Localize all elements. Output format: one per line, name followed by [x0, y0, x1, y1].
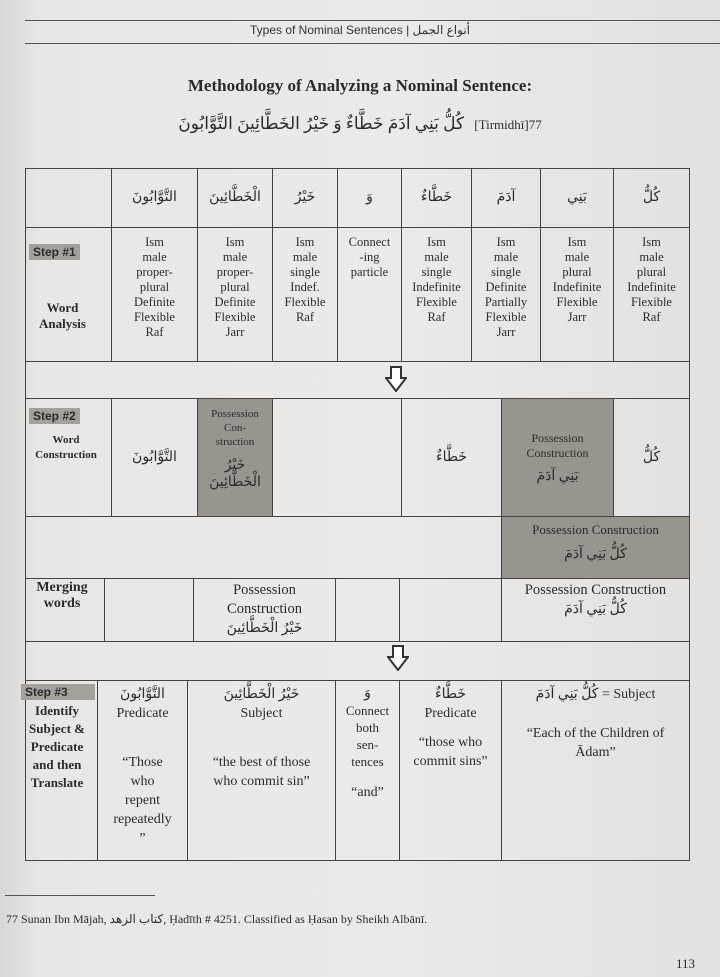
step2-possession-2-arabic: بَنِي آدَمَ: [536, 469, 579, 484]
step3-cell-3: [399, 680, 502, 861]
hadith-line: [0, 114, 720, 134]
step3-cell-1-role: Subject: [240, 706, 283, 721]
running-header: Types of Nominal Sentences | أنواع الجمل: [249, 23, 470, 37]
step3-cell-4-translation: “Each of the Children of Ādam”: [526, 726, 665, 760]
arrow-row-1: [25, 361, 690, 399]
step1-cell-3: Connect -ing particle: [337, 227, 402, 362]
step2-row2-possession: [501, 516, 690, 579]
step1-cell-0: Ism male proper- plural Definite Flexible Raf: [111, 227, 198, 362]
merging-right-possession: [501, 578, 690, 642]
merging-empty-1: [104, 578, 194, 642]
step3-title: Identify Subject & Predicate and then Translate: [29, 703, 85, 790]
step2-title: Word Construction: [35, 434, 97, 461]
step2-possession-2: [501, 398, 614, 517]
footnote: 77 Sunan Ibn Mājah, كتاب الزهد, Ḥadīth # 4251. Classified as Ḥasan by Sheikh Albānī.: [6, 912, 428, 926]
step3-cell-2-role: Connect both sen- tences: [345, 703, 390, 769]
step1-badge: Step #1: [29, 244, 80, 260]
step3-cell-4: [501, 680, 690, 861]
step3-cell-0-translation: “Those who repent repeatedly ”: [113, 755, 172, 846]
step3-cell-3-translation: “those who commit sins”: [413, 735, 488, 769]
step2-cell-4: خَطَّاءٌ: [401, 398, 502, 517]
merging-possession-arabic: خَيْرُ الْخَطَّائِينَ: [226, 621, 303, 636]
step2-empty-cell: [272, 398, 402, 517]
step3-cell-0-arabic: التَّوَّابُونَ: [120, 687, 165, 702]
hadith-source: [Tirmidhī]77: [474, 117, 542, 132]
word-header-2: خَيْرُ: [272, 168, 338, 228]
step2-cell-0: التَّوَّابُونَ: [111, 398, 198, 517]
word-header-3: وَ: [337, 168, 402, 228]
step3-cell-4-role: = Subject: [601, 687, 656, 702]
header-corner: [25, 168, 112, 228]
step2-cell-7: كُلُّ: [613, 398, 690, 517]
step2-row2-label: Possession Construction: [532, 522, 659, 537]
step1-cell-2: Ism male single Indef. Flexible Raf: [272, 227, 338, 362]
step1-cell-6: Ism male plural Indefinite Flexible Jarr: [540, 227, 614, 362]
step1-title: Word Analysis: [39, 300, 86, 331]
step3-cell-1-translation: “the best of those who commit sin”: [212, 755, 311, 789]
merging-title: Merging words: [36, 580, 88, 611]
step2-possession-1-arabic: خَيْرُ الْخَطَّائِينَ: [209, 458, 261, 490]
down-arrow-icon: [387, 645, 409, 671]
step3-badge: Step #3: [21, 684, 95, 700]
merging-right-arabic: كُلُّ بَنِي آدَمَ: [564, 602, 627, 617]
footnote-rule: [5, 895, 155, 896]
step2-row2-arabic: كُلُّ بَنِي آدَمَ: [564, 547, 627, 562]
merging-empty-3: [399, 578, 502, 642]
word-header-0: التَّوَّابُونَ: [111, 168, 198, 228]
step1-cell-7: Ism male plural Indefinite Flexible Raf: [613, 227, 690, 362]
step3-cell-0-role: Predicate: [116, 706, 169, 721]
step2-possession-1-label: Possession Con- struction: [211, 408, 259, 448]
step1-cell-1: Ism male proper- plural Definite Flexible Jarr: [197, 227, 273, 362]
word-header-6: بَنِي: [540, 168, 614, 228]
step2-row2-blank: [25, 516, 502, 579]
step3-cell-4-arabic: كُلُّ بَنِي آدَمَ: [535, 687, 599, 702]
header-rule-bottom: [25, 43, 720, 44]
step3-cell-4-head: [502, 685, 689, 704]
word-header-5: آدَمَ: [471, 168, 541, 228]
analysis-table: [25, 168, 690, 861]
word-header-4: خَطَّاءٌ: [401, 168, 472, 228]
step1-cell-4: Ism male single Indefinite Flexible Raf: [401, 227, 472, 362]
step3-cell-3-arabic: خَطَّاءٌ: [435, 687, 466, 702]
arrow-row-2: [25, 641, 690, 681]
page-number: 113: [675, 956, 695, 971]
step2-badge: Step #2: [29, 408, 80, 424]
step3-cell-2-translation: “and”: [351, 785, 384, 800]
merging-right-label: Possession Construction: [524, 582, 667, 598]
step3-cell-3-role: Predicate: [424, 706, 477, 721]
step3-cell-2-arabic: وَ: [364, 686, 371, 701]
word-header-1: الْخَطَّائِينَ: [197, 168, 273, 228]
word-header-7: كُلُّ: [613, 168, 690, 228]
merging-possession: [193, 578, 336, 642]
page-title: Methodology of Analyzing a Nominal Sentence:: [187, 76, 533, 95]
step3-cell-1-arabic: خَيْرُ الْخَطَّائِينَ: [223, 687, 300, 702]
step2-possession-2-label: Possession Construction: [526, 431, 589, 460]
step1-cell-5: Ism male single Definite Partially Flexible Jarr: [471, 227, 541, 362]
hadith-arabic: كُلُّ بَنِي آدَمَ خَطَّاءٌ وَ خَيْرُ الخَطَّائِينَ التَّوَّابُونَ: [178, 114, 465, 133]
step2-possession-1: [197, 398, 273, 517]
merging-empty-2: [335, 578, 400, 642]
merging-possession-label: Possession Construction: [227, 582, 302, 617]
step3-cell-1: [187, 680, 336, 861]
step3-cell-0: [97, 680, 188, 861]
down-arrow-icon: [385, 366, 407, 392]
step3-cell-2: [335, 680, 400, 861]
header-rule-top: [25, 20, 720, 21]
